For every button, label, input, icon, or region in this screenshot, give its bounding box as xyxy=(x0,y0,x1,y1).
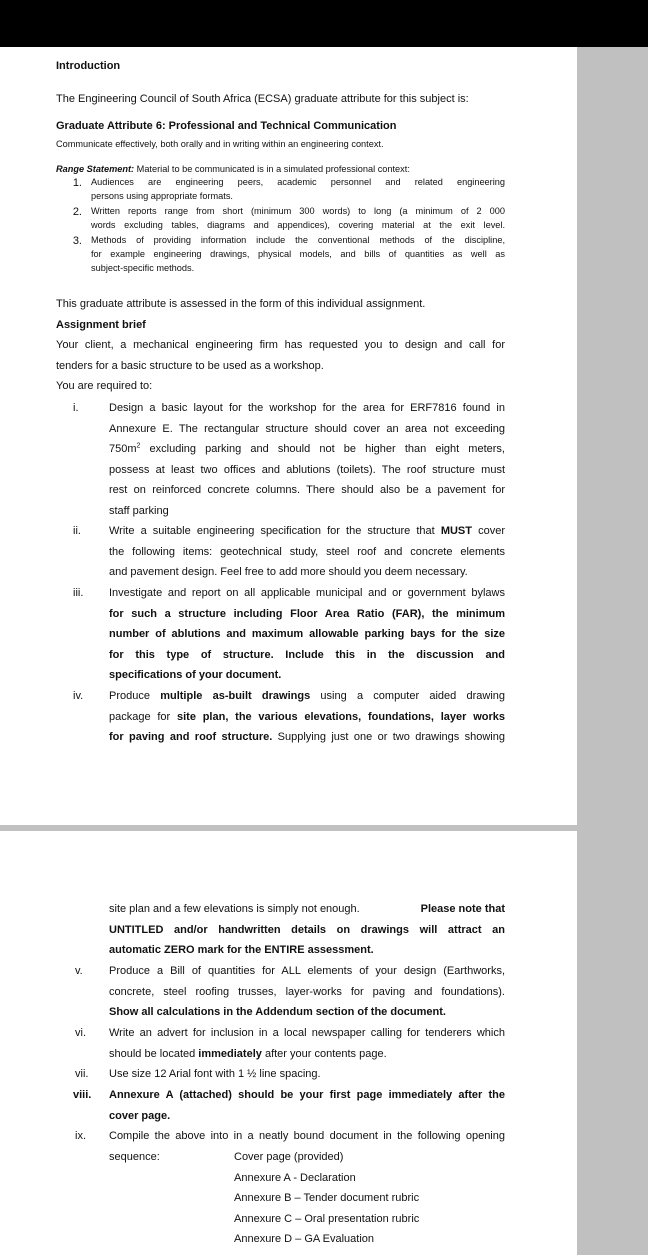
task-text: using a computer aided drawing xyxy=(310,690,506,702)
task-line: cover page. xyxy=(109,1109,171,1122)
graduate-attribute-description: Communicate effectively, both orally and in writing within an engineering context. xyxy=(56,139,384,149)
range-statement xyxy=(56,164,410,175)
opening-sequence-list xyxy=(234,1147,534,1250)
task-number: vi. xyxy=(75,1027,86,1039)
task-viii xyxy=(109,1085,505,1126)
task-emphasis: site plan, the various elevations, foundations, layer works xyxy=(176,710,505,723)
task-line: for this type of structure. Include this in the discussion and xyxy=(109,648,505,661)
task-line: Produce a Bill of quantities for ALL elements of your design (Earthworks, xyxy=(109,965,505,977)
task-emphasis: for paving and roof structure. xyxy=(109,731,273,744)
range-item-number: 3. xyxy=(72,235,82,247)
range-item-line: for example engineering drawings, physical models, and bills of quantities as well as xyxy=(91,249,505,259)
range-item-number: 1. xyxy=(72,177,82,189)
task-line xyxy=(109,707,505,728)
document-page-2 xyxy=(0,831,577,1255)
assignment-brief-heading: Assignment brief xyxy=(56,319,146,331)
brief-line: Your client, a mechanical engineering firm has requested you to design and call for xyxy=(56,339,505,351)
document-page-1 xyxy=(0,47,577,825)
task-line: staff parking xyxy=(109,504,169,517)
task-text: site plan and a few elevations is simply not enough. xyxy=(109,903,360,915)
task-i xyxy=(109,398,505,522)
task-line: automatic ZERO mark for the ENTIRE assessment. xyxy=(109,944,374,957)
intro-text: The Engineering Council of South Africa (ECSA) graduate attribute for this subject is: xyxy=(56,93,469,105)
task-number: vii. xyxy=(75,1068,89,1080)
task-line: Annexure A (attached) should be your first page immediately after the xyxy=(109,1089,505,1101)
task-text: cover xyxy=(471,525,505,537)
task-line: sequence: xyxy=(109,1150,160,1163)
task-number: v. xyxy=(75,965,83,977)
range-statement-label: Range Statement: xyxy=(56,164,135,174)
task-line: rest on reinforced concrete columns. There should also be a pavement for xyxy=(109,484,505,497)
task-line: Use size 12 Arial font with 1 ½ line spacing. xyxy=(109,1068,321,1080)
top-black-bar xyxy=(0,0,648,47)
task-iv xyxy=(109,686,505,748)
range-item-line: subject-specific methods. xyxy=(91,263,195,273)
task-line xyxy=(109,727,505,748)
task-emphasis: multiple as-built drawings xyxy=(160,690,311,702)
sequence-item: Annexure A - Declaration xyxy=(234,1171,356,1184)
task-line: and pavement design. Feel free to add more should you deem necessary. xyxy=(109,566,468,579)
task-emphasis: immediately xyxy=(198,1047,262,1060)
task-emphasis: MUST xyxy=(440,525,472,537)
task-line xyxy=(109,439,505,460)
task-line: possess at least two offices and ablutions (toilets). The roof structure must xyxy=(109,463,505,476)
area-value: 750m xyxy=(109,443,137,456)
task-number: iv. xyxy=(73,690,84,702)
task-line: the following items: geotechnical study, steel roof and concrete elements xyxy=(109,545,505,558)
section-heading-introduction: Introduction xyxy=(56,60,121,72)
sequence-item: Cover page (provided) xyxy=(234,1151,344,1163)
task-text: Supplying just one or two drawings showing xyxy=(272,731,505,744)
task-text: excluding parking and should not be higher than eight meters, xyxy=(140,443,505,456)
task-number: iii. xyxy=(73,587,84,599)
task-line: Investigate and report on all applicable municipal and or government bylaws xyxy=(109,587,505,599)
task-number: viii. xyxy=(73,1089,92,1101)
task-line: Show all calculations in the Addendum section of the document. xyxy=(109,1006,446,1019)
task-line: concrete, steel roofing trusses, layer-works for paving and foundations). xyxy=(109,985,505,998)
superscript: 2 xyxy=(136,442,141,450)
task-line xyxy=(109,686,505,707)
range-item-line: persons using appropriate formats. xyxy=(91,191,233,201)
task-line: Write an advert for inclusion in a local newspaper calling for tenderers which xyxy=(109,1027,505,1039)
task-text: after your contents page. xyxy=(261,1047,387,1060)
sequence-item: Annexure B – Tender document rubric xyxy=(234,1192,420,1205)
task-vii xyxy=(109,1064,505,1085)
assessed-statement: This graduate attribute is assessed in the form of this individual assignment. xyxy=(56,298,426,310)
sequence-item: Annexure C – Oral presentation rubric xyxy=(234,1212,420,1225)
task-line: Compile the above into in a neatly bound document in the following opening xyxy=(109,1130,505,1142)
range-item-line: Audiences are engineering peers, academic personnel and related engineering xyxy=(91,177,505,187)
range-item-line: words excluding tables, diagrams and appendices), covering material at the exit level. xyxy=(91,220,505,230)
task-text: Produce xyxy=(109,690,161,702)
task-v xyxy=(109,961,505,1023)
task-number: i. xyxy=(73,402,79,414)
range-item-number: 2. xyxy=(72,206,82,218)
task-vi xyxy=(109,1023,505,1064)
task-line: Design a basic layout for the workshop for the area for ERF7816 found in xyxy=(109,402,505,414)
sequence-item: Annexure D – GA Evaluation xyxy=(234,1233,375,1246)
range-item-line: Methods of providing information include the conventional methods of the discipline, xyxy=(91,235,505,245)
task-text: Write a suitable engineering specification for the structure that xyxy=(109,525,441,537)
task-number: ii. xyxy=(73,525,81,537)
task-line xyxy=(109,899,505,920)
task-line xyxy=(109,1044,505,1065)
task-iii xyxy=(109,583,505,686)
task-line: UNTITLED and/or handwritten details on drawings will attract an xyxy=(109,923,505,936)
task-line: Annexure E. The rectangular structure should cover an area not exceeding xyxy=(109,422,505,435)
task-line: specifications of your document. xyxy=(109,669,282,682)
brief-line: tenders for a basic structure to be used as a workshop. xyxy=(56,360,324,372)
task-number: ix. xyxy=(75,1130,86,1142)
task-line: for such a structure including Floor Area Ratio (FAR), the minimum xyxy=(109,607,505,620)
task-emphasis: Please note that xyxy=(420,903,505,915)
task-iv-continued xyxy=(109,899,505,961)
task-line: number of ablutions and maximum allowable parking bays for the size xyxy=(109,628,505,641)
task-text: should be located xyxy=(109,1047,199,1060)
required-heading: You are required to: xyxy=(56,380,153,392)
task-text: package for xyxy=(109,710,177,723)
range-item-line: Written reports range from short (minimum 300 words) to long (a minimum of 2 000 xyxy=(91,206,505,216)
task-line xyxy=(109,521,505,542)
task-ii xyxy=(109,521,505,583)
graduate-attribute-title: Graduate Attribute 6: Professional and Technical Communication xyxy=(56,120,397,132)
range-statement-text: Material to be communicated is in a simulated professional context: xyxy=(134,164,410,174)
